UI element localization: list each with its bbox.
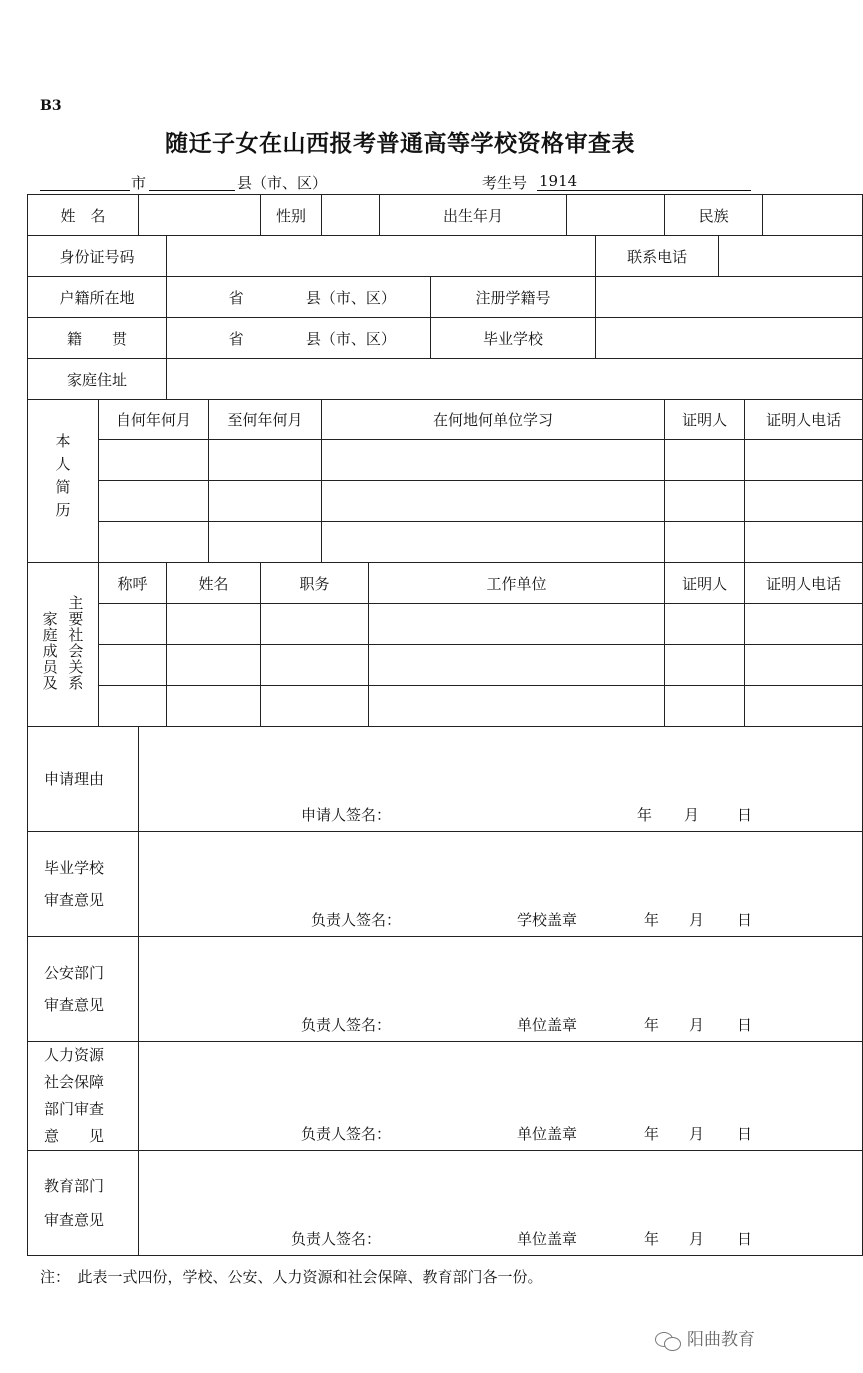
- county-suffix: 县（市、区）: [237, 174, 328, 192]
- review-police-year: 年: [644, 1016, 660, 1034]
- gender-field[interactable]: [322, 195, 380, 236]
- resume-cell[interactable]: [322, 522, 665, 563]
- resume-header: 至何年何月: [209, 400, 322, 440]
- page-title: 随迁子女在山西报考普通高等学校资格审查表: [165, 130, 635, 157]
- form-code: B3: [40, 98, 62, 114]
- review-school-seal: 学校盖章: [517, 911, 578, 929]
- family-cell[interactable]: [665, 604, 745, 645]
- reason-field[interactable]: [139, 727, 863, 832]
- name-field[interactable]: [139, 195, 261, 236]
- hukou-province: 省: [228, 288, 244, 307]
- family-cell[interactable]: [99, 645, 167, 686]
- review-school-signer: 负责人签名：: [311, 911, 402, 929]
- exam-no-value: 1914: [539, 172, 578, 190]
- resume-cell[interactable]: [99, 481, 209, 522]
- ethnicity-field[interactable]: [763, 195, 863, 236]
- city-suffix: 市: [131, 174, 147, 192]
- table-row: [28, 481, 863, 522]
- resume-cell[interactable]: [209, 440, 322, 481]
- county-blank: [149, 172, 235, 191]
- review-school-label-1: 毕业学校: [44, 859, 105, 877]
- review-hr-seal: 单位盖章: [517, 1125, 578, 1143]
- reason-signer: 申请人签名：: [301, 806, 392, 824]
- table-row: [28, 645, 863, 686]
- native-label: 籍 贯: [28, 318, 167, 359]
- review-edu-signer: 负责人签名：: [291, 1230, 382, 1248]
- family-cell[interactable]: [167, 686, 261, 727]
- city-blank: [40, 172, 130, 191]
- phone-label: 联系电话: [596, 236, 719, 277]
- review-edu-year: 年: [644, 1230, 660, 1248]
- resume-cell[interactable]: [322, 481, 665, 522]
- birth-label: 出生年月: [380, 195, 567, 236]
- review-school-day: 日: [737, 911, 753, 929]
- family-cell[interactable]: [745, 686, 863, 727]
- family-header: 称呼: [99, 563, 167, 604]
- grad-school-field[interactable]: [596, 318, 863, 359]
- family-cell[interactable]: [745, 604, 863, 645]
- review-school-month: 月: [689, 911, 705, 929]
- family-cell[interactable]: [167, 604, 261, 645]
- id-field[interactable]: [167, 236, 596, 277]
- family-header: 证明人: [665, 563, 745, 604]
- family-cell[interactable]: [369, 645, 665, 686]
- review-police-label: [28, 937, 139, 1042]
- phone-field[interactable]: [719, 236, 863, 277]
- review-school-label: [28, 832, 139, 937]
- review-edu-field[interactable]: [139, 1151, 863, 1256]
- reason-year: 年: [637, 806, 653, 824]
- review-school-label-2: 审查意见: [44, 891, 105, 909]
- family-cell[interactable]: [665, 686, 745, 727]
- review-hr-label-2: 社会保障: [44, 1073, 105, 1091]
- review-edu-label-2: 审查意见: [44, 1211, 105, 1229]
- review-police-label-1: 公安部门: [44, 964, 105, 982]
- wechat-icon: [655, 1330, 683, 1350]
- resume-section-text: 本人简历: [53, 433, 72, 525]
- family-header: 姓名: [167, 563, 261, 604]
- review-edu-day: 日: [737, 1230, 753, 1248]
- reason-day: 日: [737, 806, 753, 824]
- exam-no-label: 考生号: [482, 174, 528, 192]
- review-school-year: 年: [644, 911, 660, 929]
- application-form-table: [27, 194, 863, 1256]
- family-header: 证明人电话: [745, 563, 863, 604]
- hukou-label: 户籍所在地: [28, 277, 167, 318]
- family-cell[interactable]: [99, 604, 167, 645]
- family-cell[interactable]: [99, 686, 167, 727]
- hukou-county: 县（市、区）: [305, 288, 396, 307]
- resume-header: 证明人: [665, 400, 745, 440]
- review-police-month: 月: [689, 1016, 705, 1034]
- family-cell[interactable]: [745, 645, 863, 686]
- review-edu-seal: 单位盖章: [517, 1230, 578, 1248]
- resume-section-label: [28, 400, 99, 563]
- table-row: [28, 604, 863, 645]
- resume-header: 在何地何单位学习: [322, 400, 665, 440]
- family-cell[interactable]: [167, 645, 261, 686]
- resume-cell[interactable]: [99, 440, 209, 481]
- family-header: 工作单位: [369, 563, 665, 604]
- name-label: 姓 名: [28, 195, 139, 236]
- review-hr-month: 月: [689, 1125, 705, 1143]
- table-row: [28, 522, 863, 563]
- ethnicity-label: 民族: [665, 195, 763, 236]
- review-hr-label: [28, 1042, 139, 1151]
- review-school-field[interactable]: [139, 832, 863, 937]
- native-province: 省: [228, 329, 244, 348]
- family-section-text-a: 家庭成员及: [40, 610, 59, 691]
- id-label: 身份证号码: [28, 236, 167, 277]
- review-police-day: 日: [737, 1016, 753, 1034]
- family-cell[interactable]: [665, 645, 745, 686]
- grad-school-label: 毕业学校: [431, 318, 596, 359]
- review-hr-label-4: 意 见: [44, 1127, 105, 1145]
- resume-cell[interactable]: [745, 440, 863, 481]
- family-cell[interactable]: [261, 686, 369, 727]
- resume-header: 自何年何月: [99, 400, 209, 440]
- review-hr-day: 日: [737, 1125, 753, 1143]
- resume-cell[interactable]: [209, 481, 322, 522]
- resume-cell[interactable]: [745, 522, 863, 563]
- resume-cell[interactable]: [99, 522, 209, 563]
- hukou-field[interactable]: [167, 277, 431, 318]
- address-field[interactable]: [167, 359, 863, 400]
- watermark-text: 阳曲教育: [687, 1330, 755, 1350]
- review-police-label-2: 审查意见: [44, 996, 105, 1014]
- native-field[interactable]: [167, 318, 431, 359]
- family-section-text-b: 主要社会关系: [66, 594, 85, 691]
- reason-month: 月: [684, 806, 700, 824]
- review-hr-label-3: 部门审查: [44, 1100, 105, 1118]
- gender-label: 性别: [261, 195, 322, 236]
- family-cell[interactable]: [369, 604, 665, 645]
- reason-label: 申请理由: [28, 727, 139, 832]
- table-row: [28, 440, 863, 481]
- reg-no-label: 注册学籍号: [431, 277, 596, 318]
- resume-cell[interactable]: [322, 440, 665, 481]
- table-row: [28, 686, 863, 727]
- review-edu-label-1: 教育部门: [44, 1177, 105, 1195]
- resume-header: 证明人电话: [745, 400, 863, 440]
- watermark: [655, 1325, 755, 1350]
- review-police-seal: 单位盖章: [517, 1016, 578, 1034]
- review-edu-month: 月: [689, 1230, 705, 1248]
- native-county: 县（市、区）: [305, 329, 396, 348]
- review-hr-field[interactable]: [139, 1042, 863, 1151]
- footnote: 注： 此表一式四份，学校、公安、人力资源和社会保障、教育部门各一份。: [40, 1268, 543, 1286]
- review-hr-year: 年: [644, 1125, 660, 1143]
- resume-cell[interactable]: [665, 440, 745, 481]
- family-section-label: [28, 563, 99, 727]
- review-police-signer: 负责人签名：: [301, 1016, 392, 1034]
- family-cell[interactable]: [369, 686, 665, 727]
- resume-cell[interactable]: [665, 522, 745, 563]
- family-cell[interactable]: [261, 604, 369, 645]
- resume-cell[interactable]: [745, 481, 863, 522]
- address-label: 家庭住址: [28, 359, 167, 400]
- resume-cell[interactable]: [665, 481, 745, 522]
- review-edu-label: [28, 1151, 139, 1256]
- family-cell[interactable]: [261, 645, 369, 686]
- reg-no-field[interactable]: [596, 277, 863, 318]
- family-header: 职务: [261, 563, 369, 604]
- birth-field[interactable]: [567, 195, 665, 236]
- resume-cell[interactable]: [209, 522, 322, 563]
- review-police-field[interactable]: [139, 937, 863, 1042]
- review-hr-label-1: 人力资源: [44, 1046, 105, 1064]
- review-hr-signer: 负责人签名：: [301, 1125, 392, 1143]
